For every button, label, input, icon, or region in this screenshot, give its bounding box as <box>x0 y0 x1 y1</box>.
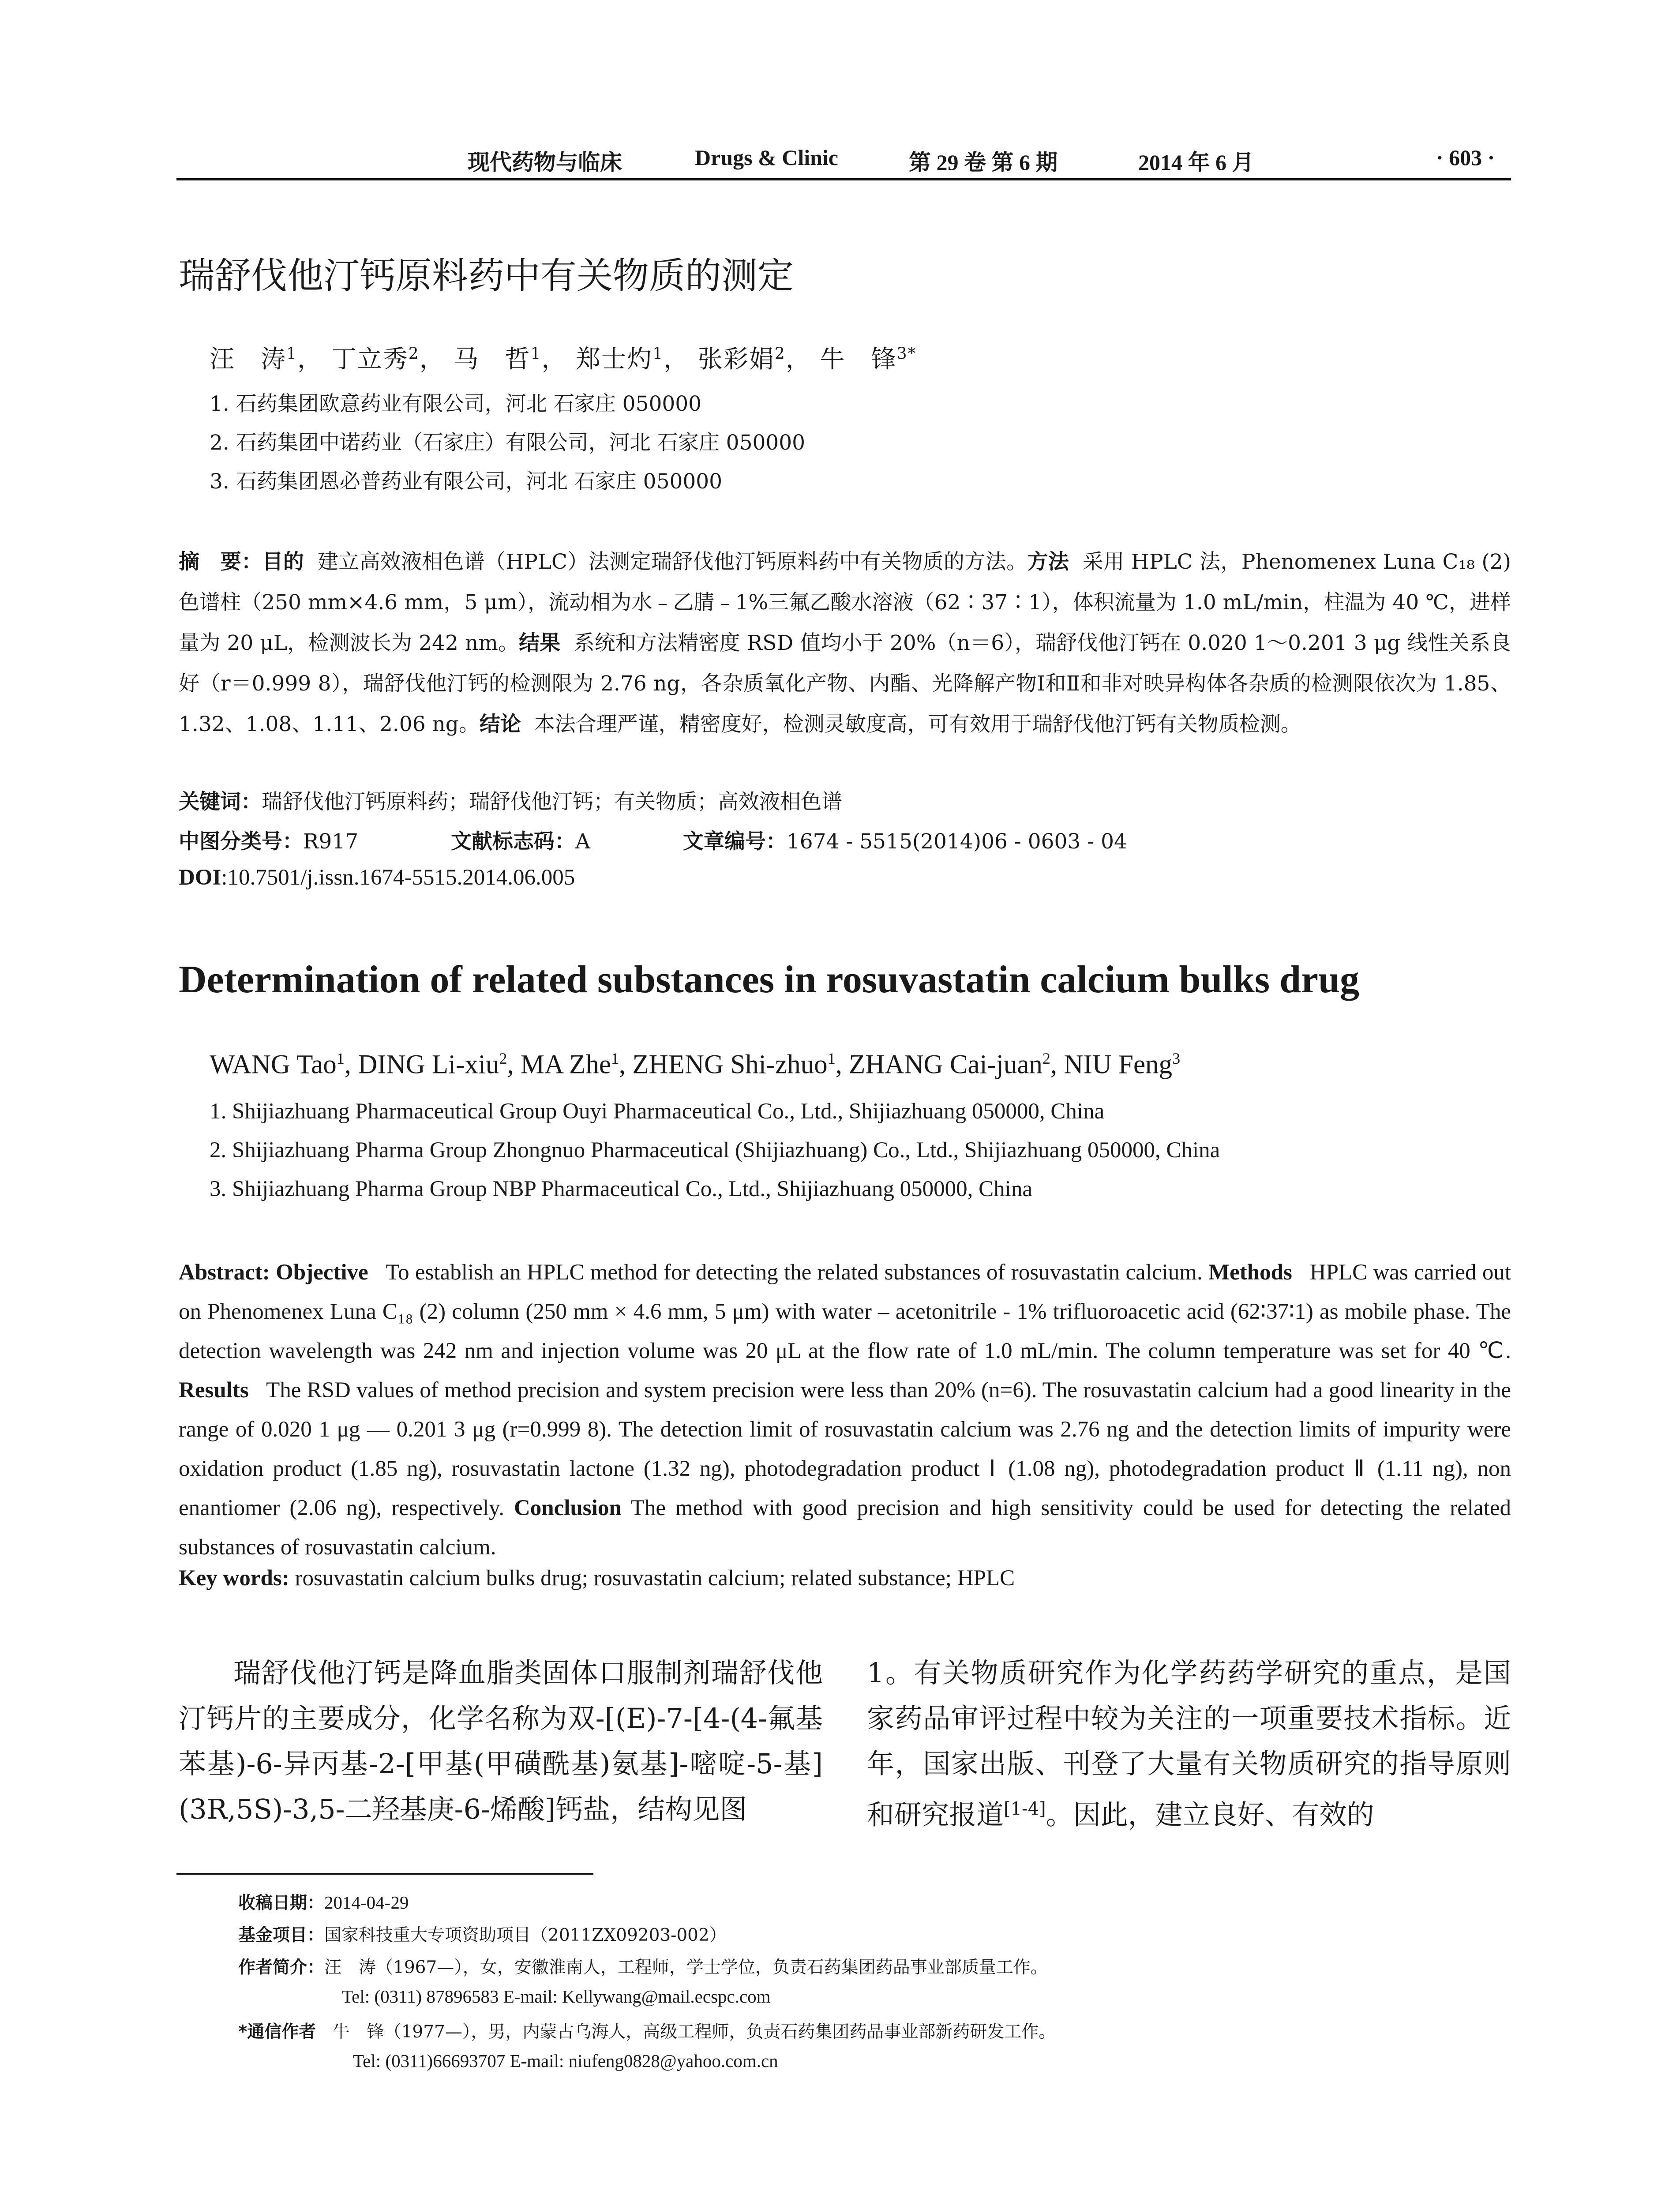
footnote-rule <box>176 1873 593 1875</box>
running-header <box>176 140 1511 180</box>
journal-name-cn: 现代药物与临床 <box>468 150 622 175</box>
footnote-corresponding-contact: Tel: (0311)66693707 E-mail: niufeng0828@yahoo.com.cn <box>353 2051 778 2071</box>
author-cn: 郑士灼 <box>576 345 653 374</box>
page-number: · 603 · <box>1436 145 1495 170</box>
authors-cn: 汪 涛$^1$， 丁立秀$^2$， 马 哲$^1$， 郑士灼$^1$， 张彩娟$^2$， 牛 锋$^{3*}$ <box>210 345 917 374</box>
affiliation-cn: 2. 石药集团中诺药业（石家庄）有限公司，河北 石家庄 050000 <box>210 431 806 455</box>
author-cn: 牛 锋 <box>820 345 897 374</box>
volume-issue: 第 29 卷 第 6 期 <box>909 150 1058 175</box>
body-right-column: 1。有关物质研究作为化学药药学研究的重点，是国家药品审评过程中较为关注的一项重要技术指标。近年，国家出版、刊登了大量有关物质研究的指导原则和研究报道[1-4]。因此，建立良好、有效的 <box>867 1657 1511 1831</box>
footnote-author-contact: Tel: (0311) 87896583 E-mail: Kellywang@mail.ecspc.com <box>342 1986 771 2007</box>
citation-ref: [1-4] <box>1004 1799 1046 1819</box>
footnote-author: 作者简介：汪 涛（1967—），女，安徽淮南人，工程师，学士学位，负责石药集团药品事业部质量工作。 <box>238 1958 1048 1977</box>
title-cn: 瑞舒伐他汀钙原料药中有关物质的测定 <box>179 255 794 297</box>
keywords-cn: 关键词：瑞舒伐他汀钙原料药；瑞舒伐他汀钙；有关物质；高效液相色谱 <box>179 790 842 814</box>
abstract-en: Abstract: Objective To establish an HPLC method for detecting the related substances of rosuvastatin calcium. Methods HPLC was carried out on Phenomenex Luna C₁₈ (2) column (250 mm × 4.6 mm, 5 μm) with water – acetonitrile - 1% trifluoroacetic acid (62∶37∶1) as mobile phase. The detection wavelength was 242 nm and injection volume was 20 μL at the flow rate of 1.0 mL/min. The column temperature was set for 40 ℃. Results The RSD values of method precision and system precision were less than 20% (n=6). The rosuvastatin calcium had a good linearity in the range of 0.020 1 μg — 0.201 3 μg (r=0.999 8). The detection limit of rosuvastatin calcium was 2.76 ng and the detection limits of impurity were oxidation product (1.85 ng), rosuvastatin lactone (1.32 ng), photodegradation product Ⅰ (1.08 ng), photodegradation product Ⅱ (1.11 ng), non enantiomer (2.06 ng), respectively. Conclusion The method with good precision and high sensitivity could be used for detecting the related substances of rosuvastatin calcium. <box>179 1260 1511 1560</box>
classification-line: 中图分类号：R917 文献标志码：A 文章编号：1674 - 5515(2014)06 - 0603 - 04 <box>179 829 1127 854</box>
title-en: Determination of related substances in rosuvastatin calcium bulks drug <box>179 958 1360 1001</box>
affiliation-en: 2. Shijiazhuang Pharma Group Zhongnuo Pharmaceutical (Shijiazhuang) Co., Ltd., Shijiazhuang 050000, China <box>210 1138 1220 1163</box>
author-cn: 马 哲 <box>454 345 531 374</box>
issue-date: 2014 年 6 月 <box>1138 150 1254 175</box>
affiliation-cn: 3. 石药集团恩必普药业有限公司，河北 石家庄 050000 <box>210 469 723 494</box>
abstract-cn: 摘 要：目的 建立高效液相色谱（HPLC）法测定瑞舒伐他汀钙原料药中有关物质的方法。方法 采用 HPLC 法，Phenomenex Luna C₁₈ (2)色谱柱（250 mm×4.6 mm，5 μm），流动相为水﹣乙腈﹣1%三氟乙酸水溶液（62∶37∶1），体积流量为 1.0 mL/min，柱温为 40 ℃，进样量为 20 μL，检测波长为 242 nm。结果 系统和方法精密度 RSD 值均小于 20%（n＝6），瑞舒伐他汀钙在 0.020 1～0.201 3 μg 线性关系良好（r＝0.999 8），瑞舒伐他汀钙的检测限为 2.76 ng，各杂质氧化产物、内酯、光降解产物Ⅰ和Ⅱ和非对映异构体各杂质的检测限依次为 1.85、1.32、1.08、1.11、2.06 ng。结论 本法合理严谨，精密度好，检测灵敏度高，可有效用于瑞舒伐他汀钙有关物质检测。 <box>179 550 1511 736</box>
footnote-corresponding: *通信作者 牛 锋（1977—），男，内蒙古乌海人，高级工程师，负责石药集团药品事业部新药研发工作。 <box>238 2022 1056 2042</box>
author-cn: 丁立秀 <box>331 345 409 374</box>
affiliation-en: 3. Shijiazhuang Pharma Group NBP Pharmaceutical Co., Ltd., Shijiazhuang 050000, China <box>210 1177 1032 1201</box>
author-cn: 张彩娟 <box>698 345 775 374</box>
body-left-column: 瑞舒伐他汀钙是降血脂类固体口服制剂瑞舒伐他汀钙片的主要成分，化学名称为双-[(E)-7-[4-(4-氟基苯基)-6-异丙基-2-[甲基(甲磺酰基)氨基]-嘧啶-5-基](3R,5S)-3,5-二羟基庚-6-烯酸]钙盐，结构见图 <box>179 1657 823 1825</box>
keywords-en: Key words: rosuvastatin calcium bulks drug; rosuvastatin calcium; related substance; HPLC <box>179 1566 1015 1591</box>
footnote-fund: 基金项目：国家科技重大专项资助项目（2011ZX09203-002） <box>238 1925 727 1945</box>
authors-en: WANG Tao$^1$, DING Li-xiu$^2$, MA Zhe$^1$, ZHENG Shi-zhuo$^1$, ZHANG Cai-juan$^2$, NIU Feng$^3$ <box>210 1050 1181 1080</box>
header-rule <box>176 178 1511 180</box>
affiliation-en: 1. Shijiazhuang Pharmaceutical Group Ouyi Pharmaceutical Co., Ltd., Shijiazhuang 050000, China <box>210 1099 1105 1124</box>
affiliation-cn: 1. 石药集团欧意药业有限公司，河北 石家庄 050000 <box>210 392 702 416</box>
doi-line: DOI:10.7501/j.issn.1674-5515.2014.06.005 <box>179 865 575 890</box>
journal-name-en: Drugs & Clinic <box>695 145 838 170</box>
footnote-received: 收稿日期：2014-04-29 <box>238 1892 409 1913</box>
author-cn: 汪 涛 <box>210 345 286 374</box>
